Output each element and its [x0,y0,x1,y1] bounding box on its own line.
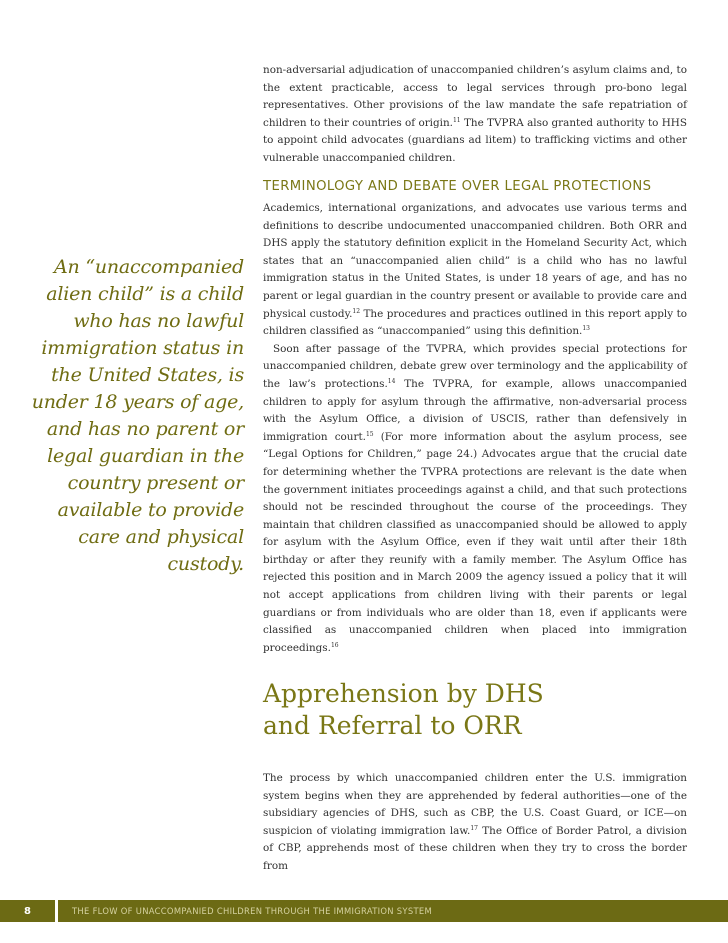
intro-column [263,62,687,168]
terminology-p1-text-b: The procedures and practices outlined in this report apply to children classified as “unaccompanied” using this definition. [263,307,688,338]
footnote-ref-14: 14 [387,377,396,385]
terminology-heading: TERMINOLOGY AND DEBATE OVER LEGAL PROTECTIONS [263,179,652,194]
footnote-ref-16: 16 [330,641,339,649]
terminology-paragraph-1 [263,200,687,341]
apprehension-section [263,770,687,876]
section-title-line-2: and Referral to ORR [263,711,522,740]
terminology-p2-text-c: (For more information about the asylum process, see “Legal Options for Children,” page 24.) Advocates argue that the crucial date for determining whether the TVPRA protections are relevant is the date when the government initiates proceedings against a child, and that such protections should not be rescinded throughout the course of the proceedings. They maintain that children classified as unaccompanied should be allowed to apply for asylum with the Asylum Office, even if they wait until after their 18th birthday or after they reunify with a family member. The Asylum Office has rejected this position and in March 2009 the agency issued a policy that it will not accept applications from children living with their parents or legal guardians or from individuals who are older than 18, even if applicants were classified as unaccompanied children when placed into immigration proceedings. [263,430,687,654]
page-number: 8 [0,900,55,922]
intro-paragraph [263,62,687,168]
apprehension-text-a: The process by which unaccompanied children enter the U.S. immigration system begins when they are apprehended by federal authorities—one of the subsidiary agencies of DHS, such as CBP, the U.S. Coast Guard, or ICE—on suspicion of violating immigration law. [263,772,687,837]
footnote-ref-17: 17 [470,824,478,832]
apprehension-paragraph [263,770,687,876]
terminology-p2-text-b: The TVPRA, for example, allows unaccompanied children to apply for asylum through the affirmative, non-adversarial process with the Asylum Office, a division of USCIS, rather than defensively in immigration court. [263,377,687,443]
section-title-line-1: Apprehension by DHS [263,679,544,708]
intro-text-a: non-adversarial adjudication of unaccompanied children’s asylum claims and, to the extent practicable, access to legal services through pro-bono legal representatives. Other provisions of the law mandate the safe repatriation of children to their countries of origin. [263,64,687,129]
section-title [263,678,687,742]
terminology-paragraph-2 [263,341,687,658]
footnote-ref-12: 12 [352,307,361,315]
apprehension-text-b: The Office of Border Patrol, a division of CBP, apprehends most of these children when they try to cross the border from [263,824,687,872]
page-footer [0,900,728,922]
terminology-p2-text-a: Soon after passage of the TVPRA, which provides special protections for unaccompanied children, debate grew over terminology and the applicability of the law’s protections. [263,342,687,390]
pull-quote: An “unaccompanied alien child” is a child who has no lawful immigration status in the United States, is under 18 years of age, and has no parent or legal guardian in the country present or available to provide care and physical custody. [31,256,244,575]
terminology-p1-text-a: Academics, international organizations, and advocates use various terms and definitions to describe undocumented unaccompanied children. Both ORR and DHS apply the statutory definition explicit in the Homeland Security Act, which states that an “unaccompanied alien child” is a child who has no lawful immigration status in the United States, is under 18 years of age, and has no parent or legal guardian in the country present or available to provide care and physical custody. [263,202,687,320]
intro-text-b: The TVPRA also granted authority to HHS to appoint child advocates (guardians ad litem) to trafficking victims and other vulnerable unaccompanied children. [263,116,687,164]
footnote-ref-13: 13 [582,325,590,333]
footnote-ref-11: 11 [452,116,461,124]
terminology-section [263,178,687,657]
footnote-ref-15: 15 [365,430,374,438]
running-title: THE FLOW OF UNACCOMPANIED CHILDREN THROUGH THE IMMIGRATION SYSTEM [58,900,728,922]
